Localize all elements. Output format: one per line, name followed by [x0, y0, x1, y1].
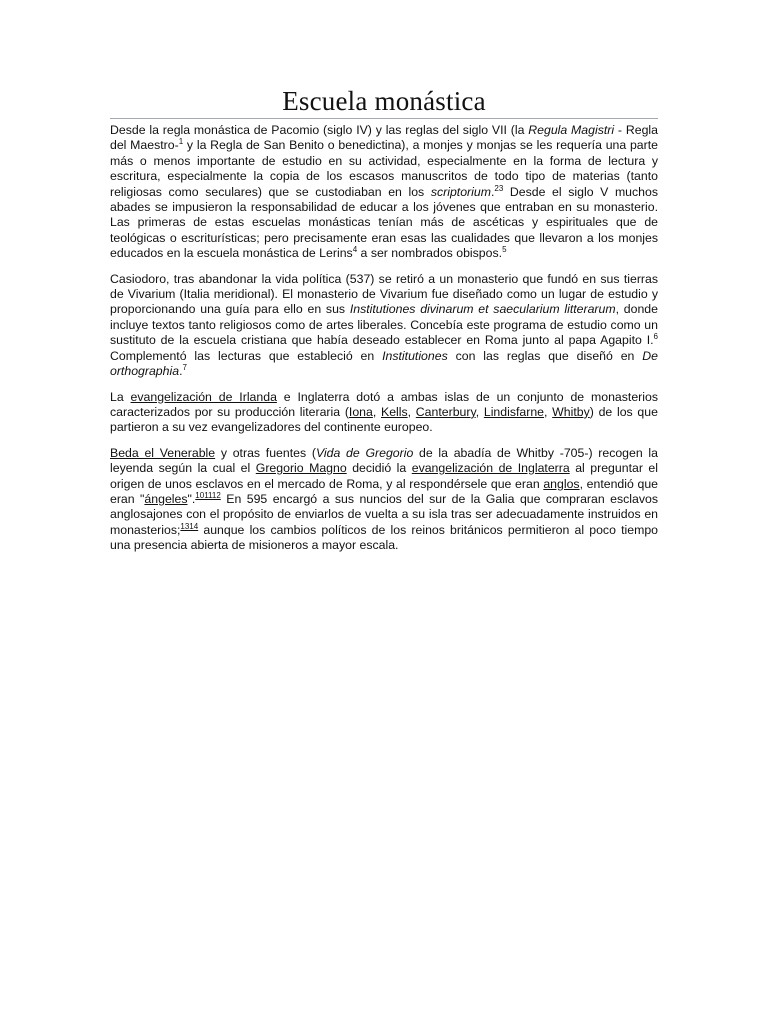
link-whitby[interactable]: Whitby	[552, 404, 590, 419]
paragraph-pacomio	[110, 123, 658, 262]
text: .	[179, 364, 183, 379]
text: ,	[407, 404, 416, 419]
text: .	[490, 184, 495, 199]
italic-text: Vida de Gregorio	[315, 445, 414, 460]
text: de la abadía de Whitby -705-) recogen la leyenda según la cual el	[110, 445, 658, 476]
italic-text: Institutiones divinarum et saecularium litterarum	[349, 302, 616, 317]
text: ,	[475, 404, 484, 419]
link-anglos[interactable]: anglos	[543, 476, 580, 491]
footnote-ref[interactable]: 23	[494, 183, 504, 193]
text: aunque los cambios políticos de los reinos británicos permitieron al poco tiempo una presencia abierta de misioneros a mayor escala.	[110, 522, 658, 553]
link-kells[interactable]: Kells	[381, 404, 408, 419]
text: y otras fuentes (	[215, 445, 316, 460]
link-iona[interactable]: Iona	[348, 404, 373, 419]
text: Desde el siglo V muchos abades se impusieron la responsabilidad de educar a los jóvenes que entraban en su monasterio. Las primeras de estas escuelas monásticas tenían más de ascéticas y espirituales que de teológicas o escriturísticas; pero precisamente eran esas las cualidades que llevaron a los monjes educados en la escuela monástica de Lerins	[110, 184, 659, 261]
text: e Inglaterra dotó a ambas islas de un conjunto de monasterios caracterizados por su producción literaria (	[110, 389, 658, 419]
text: , donde incluye textos tanto religiosos como de artes liberales. Concebía este programa de estudio como un sustituto de la escuela cristiana que había deseado establecer en Roma junto al papa Agapito I.	[110, 302, 658, 348]
text: ) de los que partieron a su vez evangelizadores del continente europeo.	[110, 404, 658, 435]
italic-text: Regula Magistri	[528, 123, 615, 137]
footnote-ref[interactable]: 1314	[180, 521, 199, 531]
italic-text: scriptorium	[430, 184, 491, 199]
link-lindisfarne[interactable]: Lindisfarne	[483, 404, 545, 419]
italic-text: Institutiones	[382, 348, 448, 363]
text: ,	[372, 404, 381, 419]
text: Complementó las lecturas que estableció en	[110, 348, 383, 363]
italic-text: De orthographia	[110, 348, 658, 379]
text: a ser nombrados obispos.	[357, 246, 503, 261]
paragraph-casiodoro	[110, 272, 658, 380]
text: , entendió que eran "	[110, 476, 659, 506]
text: decidió la	[346, 461, 412, 476]
footnote-ref[interactable]: 1	[178, 137, 184, 147]
text: ".	[187, 491, 196, 506]
text: En 595 encargó a sus nuncios del sur de la Galia que compraran esclavos anglosajones con el propósito de enviarlos de vuelta a su isla tras ser adecuadamente instruidos en monasterios;	[110, 491, 658, 537]
link-beda-el-venerable[interactable]: Beda el Venerable	[110, 445, 216, 460]
page-title: Escuela monástica	[110, 86, 658, 119]
link-gregorio-magno[interactable]: Gregorio Magno	[255, 461, 347, 476]
text: ,	[544, 404, 553, 419]
footnote-ref[interactable]: 5	[502, 245, 507, 255]
text: La	[110, 389, 131, 404]
text: Casiodoro, tras abandonar la vida política (537) se retiró a un monasterio que fundó en sus tierras de Vivarium (Italia meridional). El monasterio de Vivarium fue diseñado como un lugar de estudio y proporcionando una guía para ello en sus	[110, 271, 658, 317]
link-evangelizacion-irlanda[interactable]: evangelización de Irlanda	[130, 389, 277, 404]
text: - Regla del Maestro-	[110, 123, 658, 153]
paragraph-beda	[110, 446, 658, 554]
text: al preguntar el origen de unos esclavos en el mercado de Roma, y al respondérsele que eran	[110, 461, 658, 491]
text: y la Regla de San Benito o benedictina), a monjes y monjas se les requería una parte más o menos importante de estudio en su actividad, especialmente en la forma de lectura y escritura, especialmente la copia de los escasos manuscritos de todo tipo de materias (tanto religiosas como seculares) que se custodiaban en los	[110, 138, 659, 199]
link-canterbury[interactable]: Canterbury	[415, 404, 476, 419]
paragraph-irlanda	[110, 390, 658, 436]
article	[110, 86, 658, 554]
text: con las reglas que diseñó en	[447, 348, 643, 363]
footnote-ref[interactable]: 6	[653, 332, 658, 342]
link-angeles[interactable]: ángeles	[144, 491, 188, 506]
text: Desde la regla monástica de Pacomio (siglo IV) y las reglas del siglo VII (la	[110, 123, 529, 137]
footnote-ref[interactable]: 7	[182, 363, 187, 372]
footnote-ref[interactable]: 4	[352, 245, 358, 255]
link-evangelizacion-inglaterra[interactable]: evangelización de Inglaterra	[411, 461, 570, 476]
footnote-ref[interactable]: 101112	[195, 490, 221, 500]
